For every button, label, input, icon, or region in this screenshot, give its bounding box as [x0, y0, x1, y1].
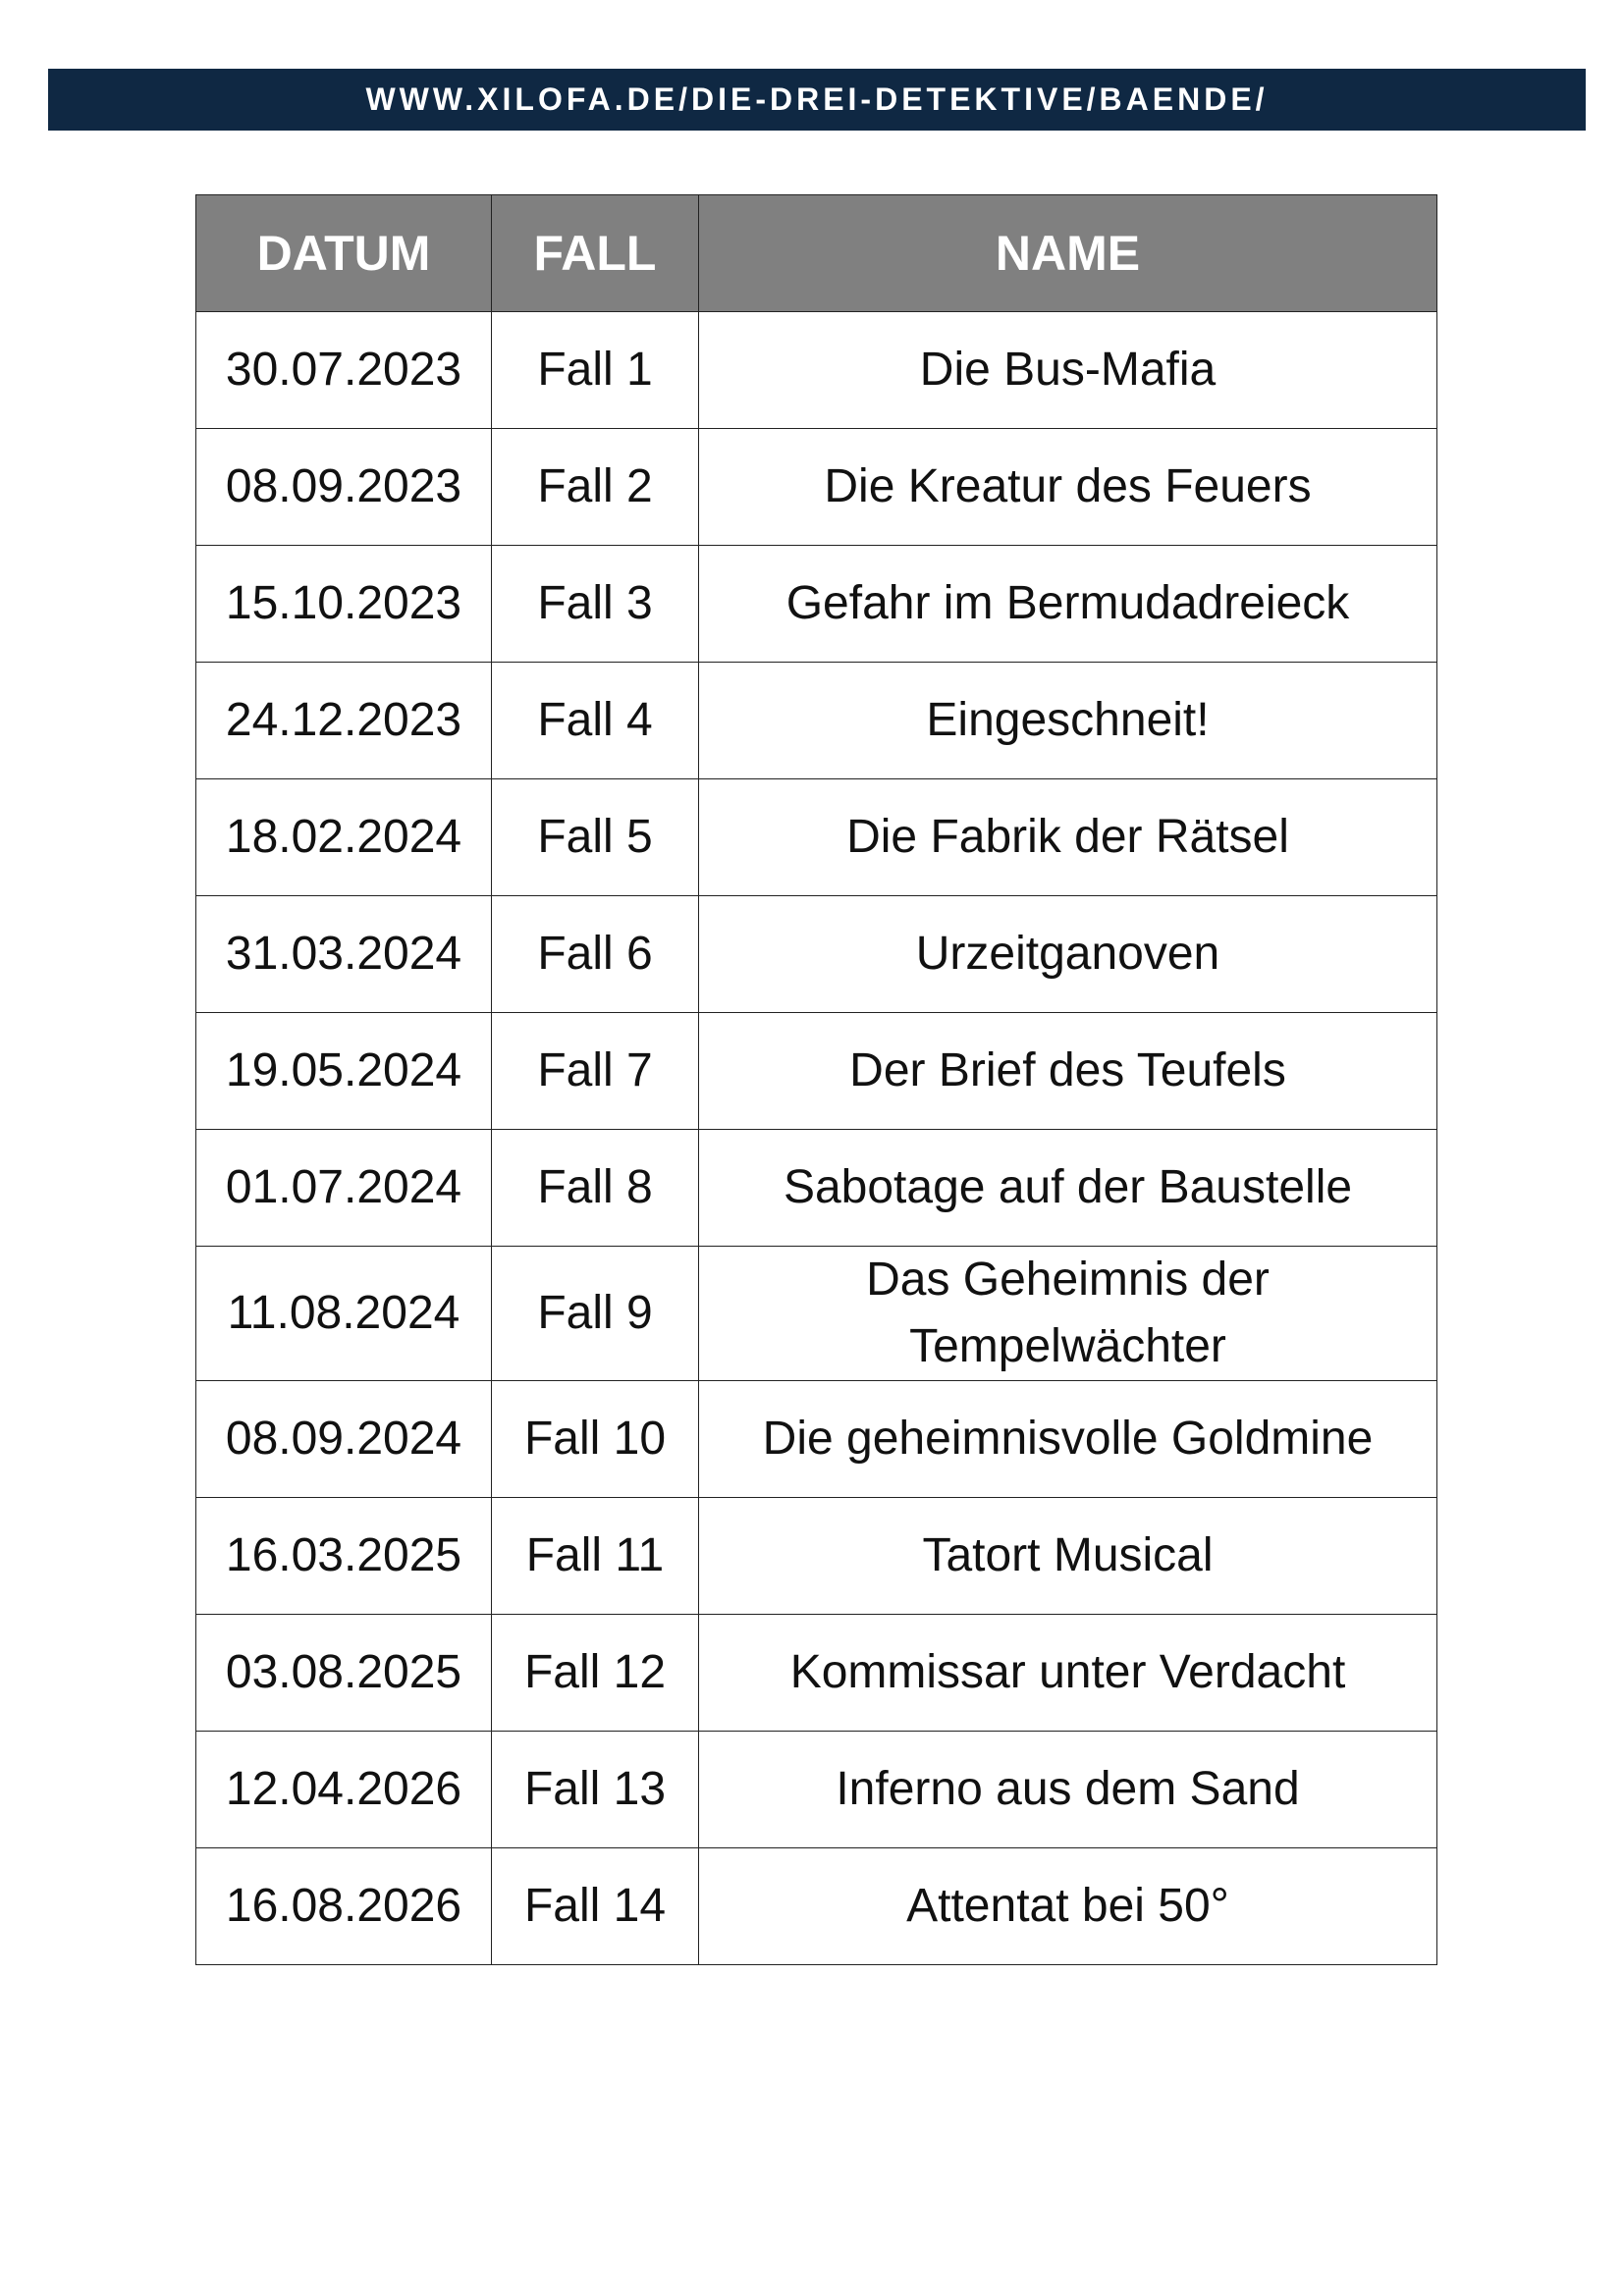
cell-case: Fall 7 — [492, 1013, 699, 1130]
cell-case: Fall 2 — [492, 429, 699, 546]
table-row — [196, 779, 1437, 896]
table-header-row — [196, 195, 1437, 312]
cell-date: 24.12.2023 — [196, 663, 492, 779]
cell-name: Urzeitganoven — [699, 896, 1437, 1013]
cell-name: Die Kreatur des Feuers — [699, 429, 1437, 546]
cell-case: Fall 12 — [492, 1615, 699, 1732]
cell-case: Fall 10 — [492, 1381, 699, 1498]
cell-date: 08.09.2024 — [196, 1381, 492, 1498]
cell-case: Fall 1 — [492, 312, 699, 429]
table-row — [196, 1013, 1437, 1130]
table-row — [196, 1130, 1437, 1247]
table-row — [196, 1848, 1437, 1965]
table-row — [196, 1381, 1437, 1498]
cell-name: Das Geheimnis der Tempelwächter — [699, 1247, 1437, 1381]
cell-case: Fall 6 — [492, 896, 699, 1013]
episode-table — [195, 194, 1437, 1965]
cell-name: Die geheimnisvolle Goldmine — [699, 1381, 1437, 1498]
cell-name: Die Fabrik der Rätsel — [699, 779, 1437, 896]
table-row — [196, 546, 1437, 663]
cell-date: 12.04.2026 — [196, 1732, 492, 1848]
table-row — [196, 312, 1437, 429]
column-header-name: NAME — [699, 195, 1437, 312]
url-banner — [48, 69, 1586, 131]
cell-name: Attentat bei 50° — [699, 1848, 1437, 1965]
cell-date: 15.10.2023 — [196, 546, 492, 663]
table-row — [196, 1732, 1437, 1848]
cell-case: Fall 9 — [492, 1247, 699, 1381]
cell-name: Kommissar unter Verdacht — [699, 1615, 1437, 1732]
table-row — [196, 429, 1437, 546]
cell-date: 01.07.2024 — [196, 1130, 492, 1247]
cell-name: Die Bus-Mafia — [699, 312, 1437, 429]
cell-case: Fall 11 — [492, 1498, 699, 1615]
cell-name: Tatort Musical — [699, 1498, 1437, 1615]
cell-date: 16.08.2026 — [196, 1848, 492, 1965]
cell-date: 30.07.2023 — [196, 312, 492, 429]
table-row — [196, 1247, 1437, 1381]
table-row — [196, 663, 1437, 779]
cell-case: Fall 4 — [492, 663, 699, 779]
table-row — [196, 896, 1437, 1013]
cell-name: Sabotage auf der Baustelle — [699, 1130, 1437, 1247]
cell-name: Gefahr im Bermudadreieck — [699, 546, 1437, 663]
column-header-date: DATUM — [196, 195, 492, 312]
cell-date: 03.08.2025 — [196, 1615, 492, 1732]
cell-date: 11.08.2024 — [196, 1247, 492, 1381]
cell-date: 08.09.2023 — [196, 429, 492, 546]
cell-date: 31.03.2024 — [196, 896, 492, 1013]
cell-date: 19.05.2024 — [196, 1013, 492, 1130]
cell-name: Eingeschneit! — [699, 663, 1437, 779]
table-row — [196, 1498, 1437, 1615]
cell-case: Fall 14 — [492, 1848, 699, 1965]
cell-case: Fall 3 — [492, 546, 699, 663]
cell-name: Inferno aus dem Sand — [699, 1732, 1437, 1848]
cell-case: Fall 13 — [492, 1732, 699, 1848]
column-header-case: FALL — [492, 195, 699, 312]
cell-case: Fall 5 — [492, 779, 699, 896]
cell-case: Fall 8 — [492, 1130, 699, 1247]
cell-name: Der Brief des Teufels — [699, 1013, 1437, 1130]
cell-date: 18.02.2024 — [196, 779, 492, 896]
banner-url-text: WWW.XILOFA.DE/DIE-DREI-DETEKTIVE/BAENDE/ — [365, 81, 1269, 117]
cell-date: 16.03.2025 — [196, 1498, 492, 1615]
table-row — [196, 1615, 1437, 1732]
